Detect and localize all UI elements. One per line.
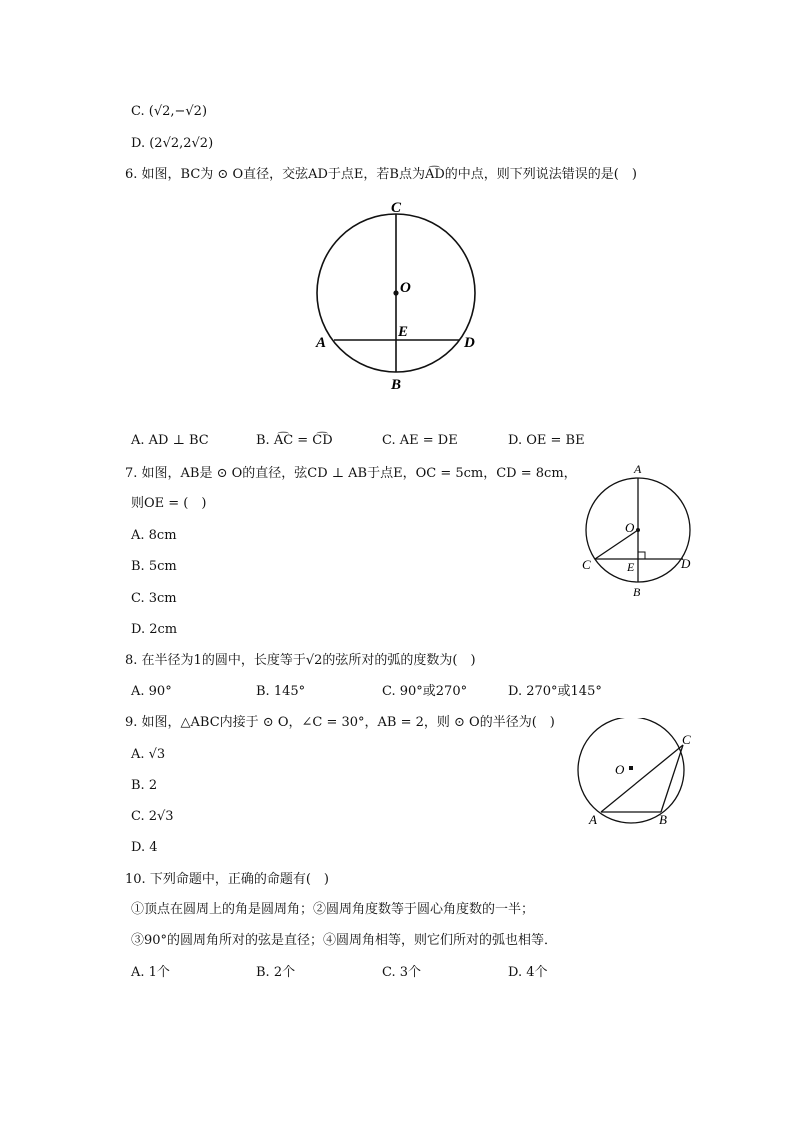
q10-option-c: C. 3个 [382, 965, 422, 980]
q7-option-b: B. 5cm [131, 559, 177, 574]
q8-number: 8. [125, 653, 138, 668]
q7-stem-text: 如图，AB是 ⊙ O的直径，弦CD ⊥ AB于点E，OC = 5cm，CD = 8cm， [141, 466, 577, 481]
q10-option-a: A. 1个 [131, 965, 170, 980]
q7-label-e: E [627, 560, 635, 574]
q9-option-b: B. 2 [131, 778, 158, 793]
q9-option-d: D. 4 [131, 840, 158, 855]
q9-number: 9. [125, 715, 138, 730]
q8-option-b: B. 145° [256, 684, 306, 699]
q6-option-d: D. OE = BE [508, 433, 585, 448]
q6-stem [125, 166, 637, 184]
q6-label-a: A [316, 335, 327, 351]
q7-label-d: D [681, 556, 691, 571]
q6-number: 6. [125, 167, 138, 182]
q9-label-o: O [615, 762, 625, 777]
q9-option-a: A. √3 [131, 747, 166, 762]
q7-label-c: C [582, 557, 591, 572]
q6-option-a: A. AD ⊥ BC [131, 433, 209, 448]
q5-option-c: C. (√2,−√2) [131, 104, 208, 119]
q9-label-a: A [589, 812, 597, 827]
q10-option-d: D. 4个 [508, 965, 548, 980]
q6-option-b: B. A͡C = C͡D [256, 433, 333, 448]
q10-statements-line1: ①顶点在圆周上的角是圆周角；②圆周角度数等于圆心角度数的一半； [131, 902, 535, 917]
q7-label-o: O [625, 520, 635, 535]
q10-stem [125, 871, 329, 889]
q10-option-b: B. 2个 [256, 965, 296, 980]
q8-option-a: A. 90° [131, 684, 172, 699]
q9-label-b: B [659, 812, 667, 827]
q6-label-c: C [391, 200, 402, 216]
q8-stem [125, 652, 476, 670]
q7-figure [575, 458, 705, 603]
q7-option-a: A. 8cm [131, 528, 177, 543]
q9-stem-text: 如图，△ABC内接于 ⊙ O，∠C = 30°，AB = 2，则 ⊙ O的半径为( ) [141, 715, 555, 730]
q7-option-c: C. 3cm [131, 591, 177, 606]
q7-stem-line2: 则OE = ( ) [131, 496, 207, 511]
q6-figure [300, 192, 500, 392]
q8-option-c: C. 90°或270° [382, 684, 468, 699]
q8-option-d: D. 270°或145° [508, 684, 602, 699]
q7-option-d: D. 2cm [131, 622, 178, 637]
q7-number: 7. [125, 466, 138, 481]
q9-stem [125, 714, 555, 732]
q7-label-a: A [634, 462, 642, 476]
q6-label-b: B [391, 377, 402, 392]
q10-stem-text: 下列命题中，正确的命题有( ) [149, 872, 329, 887]
q8-stem-text: 在半径为1的圆中，长度等于√2的弦所对的弧的度数为( ) [141, 653, 476, 668]
q9-figure [575, 718, 705, 833]
q6-label-o: O [400, 280, 411, 296]
q7-stem-line1 [125, 465, 577, 483]
q6-option-c: C. AE = DE [382, 433, 458, 448]
q7-label-b: B [633, 585, 641, 599]
q6-stem-text: 如图，BC为 ⊙ O直径，交弦AD于点E，若B点为A͡D的中点，则下列说法错误的是( ) [141, 167, 637, 182]
q6-label-d: D [464, 335, 475, 351]
q10-number: 10. [125, 872, 146, 887]
q5-option-d: D. (2√2,2√2) [131, 136, 214, 151]
q10-statements-line2: ③90°的圆周角所对的弦是直径；④圆周角相等，则它们所对的弧也相等． [131, 933, 558, 948]
q9-label-c: C [682, 732, 691, 747]
q6-label-e: E [398, 324, 409, 340]
q9-option-c: C. 2√3 [131, 809, 174, 824]
